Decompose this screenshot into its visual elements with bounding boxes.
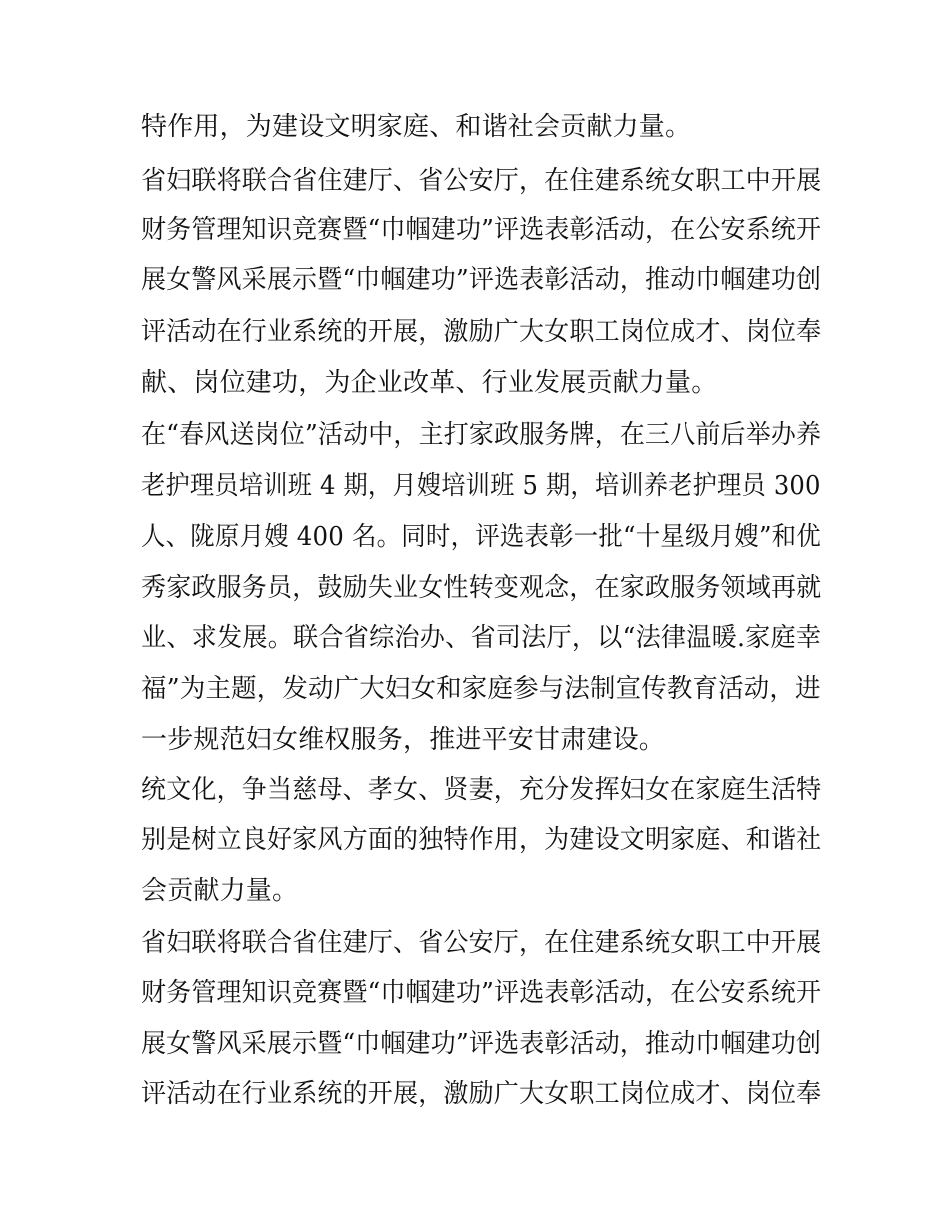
text-line: 省妇联将联合省住建厅、省公安厅，在住建系统女职工中开展	[141, 928, 822, 958]
text-line: 财务管理知识竞赛暨“巾帼建功”评选表彰活动，在公安系统开	[141, 215, 822, 245]
text-line: 业、求发展。联合省综治办、省司法厅，以“法律温暖.家庭幸	[141, 623, 822, 653]
text-line: 献、岗位建功，为企业改革、行业发展贡献力量。	[141, 368, 718, 398]
text-line: 会贡献力量。	[141, 876, 299, 906]
text-line: 特作用，为建设文明家庭、和谐社会贡献力量。	[141, 112, 692, 142]
text-line: 评活动在行业系统的开展，激励广大女职工岗位成才、岗位奉	[141, 317, 822, 347]
text-line: 评活动在行业系统的开展，激励广大女职工岗位成才、岗位奉	[141, 1079, 822, 1109]
text-line: 老护理员培训班 4 期，月嫂培训班 5 期，培训养老护理员 300	[141, 471, 821, 501]
text-line: 福”为主题，发动广大妇女和家庭参与法制宣传教育活动，进	[141, 674, 821, 704]
text-line: 省妇联将联合省住建厅、省公安厅，在住建系统女职工中开展	[141, 166, 822, 196]
text-line: 展女警风采展示暨“巾帼建功”评选表彰活动，推动巾帼建功创	[141, 265, 822, 295]
text-line: 秀家政服务员，鼓励失业女性转变观念，在家政服务领域再就	[141, 573, 822, 603]
text-line: 财务管理知识竞赛暨“巾帼建功”评选表彰活动，在公安系统开	[141, 978, 822, 1008]
text-line: 一步规范妇女维权服务，推进平安甘肃建设。	[141, 725, 666, 755]
text-line: 统文化，争当慈母、孝女、贤妻，充分发挥妇女在家庭生活特	[141, 775, 822, 805]
text-line: 别是树立良好家风方面的独特作用，为建设文明家庭、和谐社	[141, 825, 822, 855]
text-line: 人、陇原月嫂 400 名。同时，评选表彰一批“十星级月嫂”和优	[141, 522, 821, 552]
text-line: 在“春风送岗位”活动中，主打家政服务牌，在三八前后举办养	[141, 420, 822, 450]
text-line: 展女警风采展示暨“巾帼建功”评选表彰活动，推动巾帼建功创	[141, 1029, 822, 1059]
